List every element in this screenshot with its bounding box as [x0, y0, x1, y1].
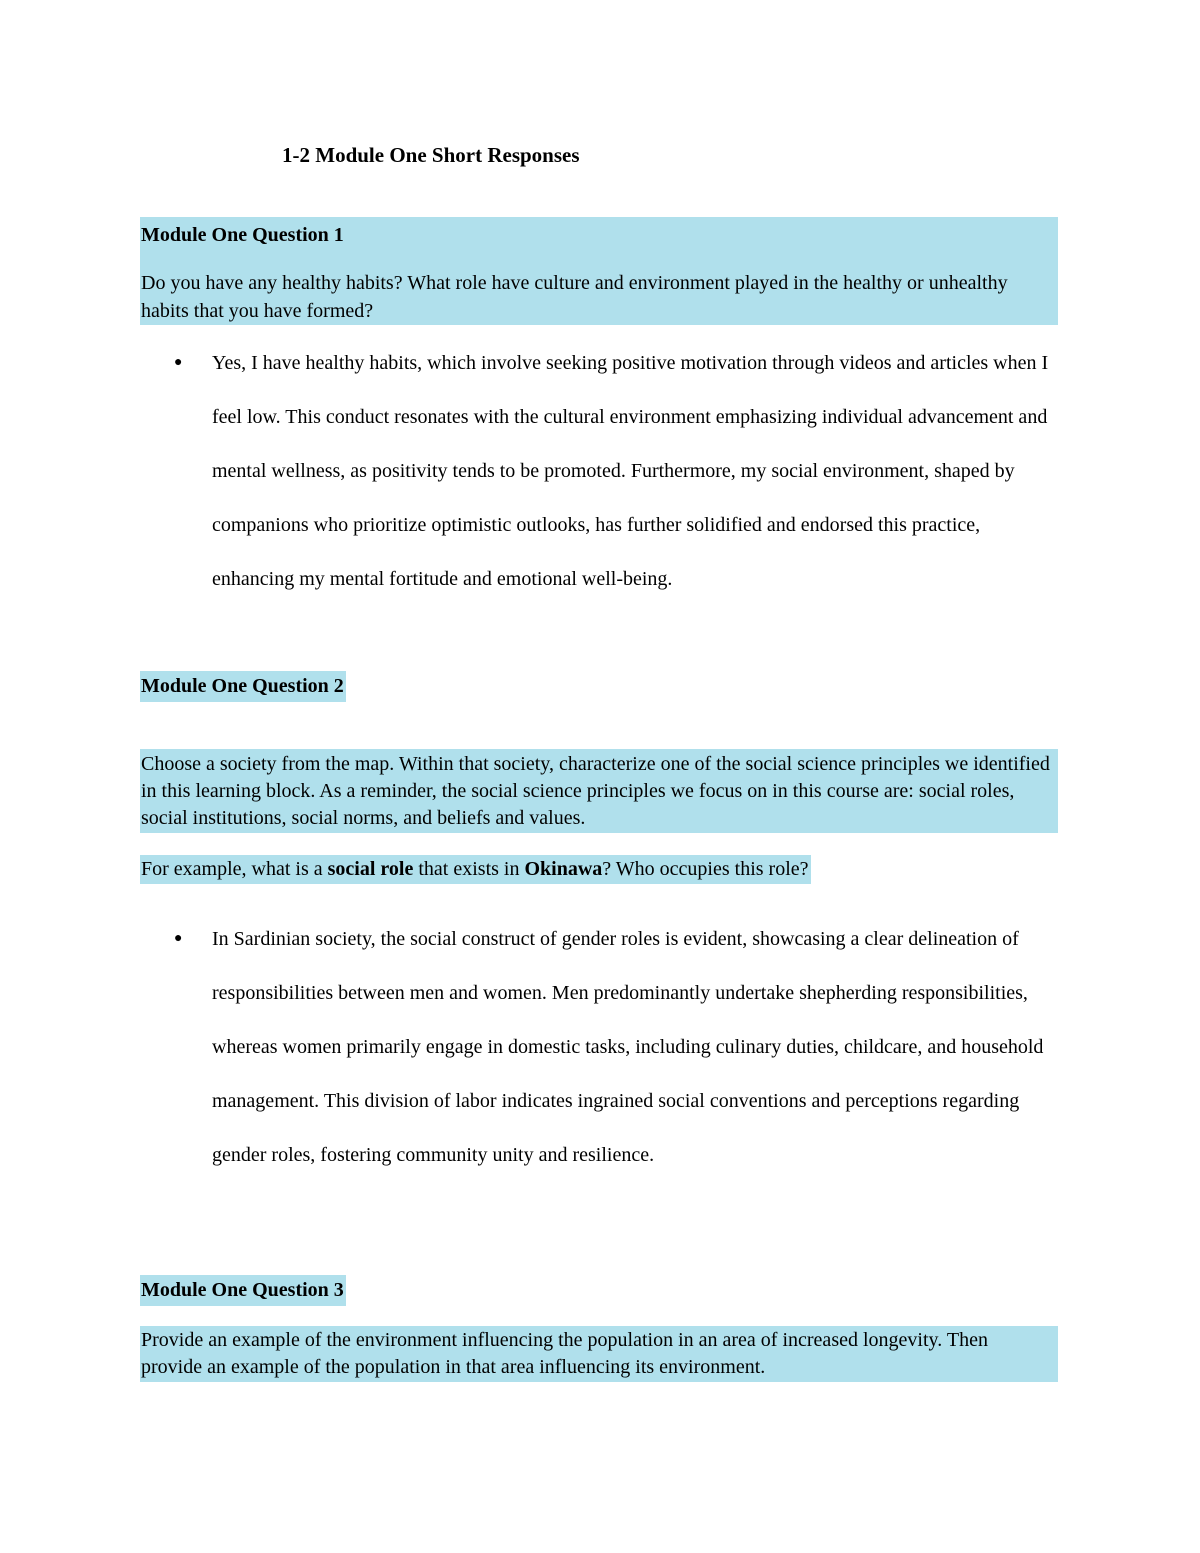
question-3-heading: Module One Question 3	[140, 1275, 346, 1306]
question-1-answer-text: Yes, I have healthy habits, which involve seeking positive motivation through videos and articles when I feel low. This conduct resonates with the cultural environment emphasizing individual advancement and mental wellness, as positivity tends to be promoted. Furthermore, my social environment, shaped by companions who prioritize optimistic outlooks, has further solidified and endorsed this practice, enhancing my mental fortitude and emotional well-being.	[212, 352, 1049, 590]
question-1-box	[140, 217, 1058, 325]
question-1-answer	[140, 336, 1058, 606]
question-1-prompt: Do you have any healthy habits? What role have culture and environment played in the healthy or unhealthy habits that you have formed?	[141, 272, 1008, 322]
bullet-icon: ●	[174, 355, 183, 370]
question-2-heading: Module One Question 2	[140, 671, 346, 702]
example-suffix: ? Who occupies this role?	[602, 858, 809, 880]
question-2-answer	[140, 912, 1058, 1182]
question-2-prompt: Choose a society from the map. Within that society, characterize one of the social science principles we identified in this learning block. As a reminder, the social science principles we focus on in this course are: social roles, social institutions, social norms, and beliefs and values.	[140, 749, 1058, 833]
example-prefix: For example, what is a	[141, 858, 328, 880]
question-3-prompt: Provide an example of the environment influencing the population in an area of increased longevity. Then provide an example of the population in that area influencing its environment.	[140, 1326, 1058, 1382]
example-place: Okinawa	[524, 858, 603, 880]
example-middle: that exists in	[413, 858, 525, 880]
document-title: 1-2 Module One Short Responses	[282, 143, 580, 167]
question-1-heading: Module One Question 1	[141, 224, 344, 246]
example-term: social role	[327, 858, 414, 880]
bullet-icon: ●	[174, 931, 183, 946]
question-2-example	[140, 855, 811, 884]
question-2-answer-text: In Sardinian society, the social construct of gender roles is evident, showcasing a clear delineation of responsibilities between men and women. Men predominantly undertake shepherding responsibilities, whereas women primarily engage in domestic tasks, including culinary duties, childcare, and household management. This division of labor indicates ingrained social conventions and perceptions regarding gender roles, fostering community unity and resilience.	[212, 928, 1044, 1166]
